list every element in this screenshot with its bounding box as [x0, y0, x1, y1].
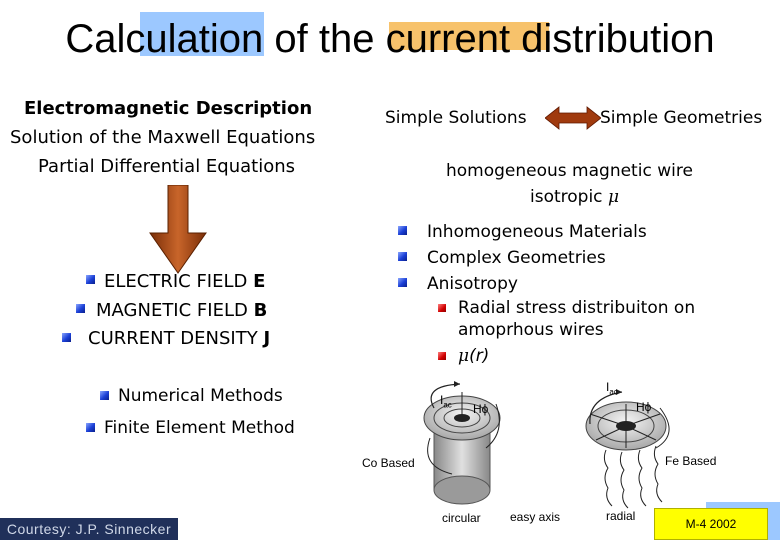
mu-symbol: μ: [458, 346, 470, 366]
field-magnetic-symbol: B: [253, 300, 268, 321]
easy-axis-label: easy axis: [510, 510, 561, 524]
mu-symbol: μ: [607, 187, 619, 207]
mu-r: [458, 346, 489, 366]
field-current-symbol: J: [263, 328, 271, 349]
bullet-icon: [398, 226, 407, 235]
i-ac-left-label: [440, 393, 452, 409]
item-complex-geometries: Complex Geometries: [427, 248, 606, 268]
subitem-radial-stress: Radial stress distribuiton on: [458, 298, 696, 318]
i-ac-right-symbol: I: [606, 380, 610, 394]
bullet-icon: [86, 275, 95, 284]
fe-based-label: Fe Based: [665, 454, 717, 468]
field-electric: [104, 271, 265, 292]
radial-label: radial: [606, 509, 636, 523]
slide-code-badge: M-4 2002: [654, 508, 768, 540]
bullet-icon: [62, 333, 71, 342]
i-ac-right-label: [606, 380, 618, 396]
page-title: Calculation of the current distribution: [65, 17, 715, 61]
h-phi-right-label: Hϕ: [636, 400, 652, 414]
pde-line: Partial Differential Equations: [38, 156, 296, 177]
bullet-icon: [86, 423, 95, 432]
co-based-label: Co Based: [362, 456, 415, 470]
isotropic-line: [530, 187, 619, 207]
double-arrow-icon: [545, 106, 601, 130]
field-magnetic: [96, 300, 267, 321]
homogeneous-line: homogeneous magnetic wire: [446, 161, 693, 181]
maxwell-line: Solution of the Maxwell Equations: [10, 127, 316, 148]
i-ac-left-sub: ac: [443, 400, 452, 410]
sub-bullet-icon: [438, 352, 446, 360]
em-description-heading: Electromagnetic Description: [24, 98, 313, 119]
subitem-amorphous-wires: amoprhous wires: [458, 320, 604, 340]
h-phi-left-label: Hϕ: [473, 402, 489, 416]
isotropic-label: isotropic: [530, 187, 603, 207]
field-current: [88, 328, 270, 349]
finite-element-method: Finite Element Method: [104, 418, 295, 438]
field-current-label: CURRENT DENSITY: [88, 328, 264, 349]
circular-label: circular: [442, 511, 481, 525]
simple-geometries: Simple Geometries: [600, 108, 763, 128]
field-electric-symbol: E: [253, 271, 266, 292]
bullet-icon: [100, 391, 109, 400]
item-inhomogeneous: Inhomogeneous Materials: [427, 222, 647, 242]
bullet-icon: [398, 252, 407, 261]
numerical-methods: Numerical Methods: [118, 386, 283, 406]
i-ac-left-symbol: I: [440, 393, 444, 407]
mu-r-paren: (r): [469, 346, 490, 366]
field-magnetic-label: MAGNETIC FIELD: [96, 300, 254, 321]
wire-domain-figure: [360, 378, 760, 528]
bullet-icon: [398, 278, 407, 287]
down-arrow-icon: [148, 185, 208, 275]
field-electric-label: ELECTRIC FIELD: [104, 271, 254, 292]
bullet-icon: [76, 304, 85, 313]
item-anisotropy: Anisotropy: [427, 274, 518, 294]
i-ac-right-sub: ac: [609, 387, 618, 397]
sub-bullet-icon: [438, 304, 446, 312]
simple-solutions: Simple Solutions: [385, 108, 527, 128]
courtesy-credit: Courtesy: J.P. Sinnecker: [0, 518, 178, 540]
